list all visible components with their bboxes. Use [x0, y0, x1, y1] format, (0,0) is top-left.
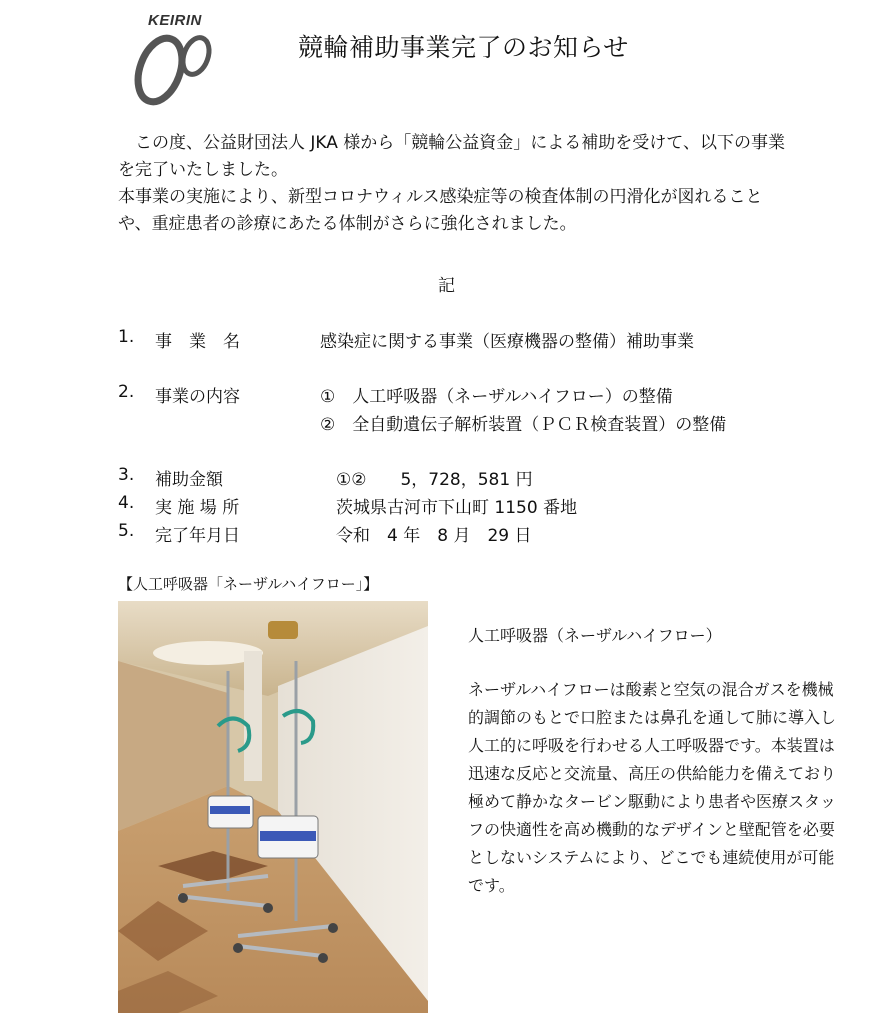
item-label: 実 施 場 所 [155, 498, 240, 518]
intro-paragraph-2: 本事業の実施により、新型コロナウィルス感染症等の検査体制の円滑化が図れることや、重症患者の診療にあたる体制がさらに強化されました。 [118, 187, 763, 234]
item-number: 1. [118, 327, 135, 347]
item-value: 茨城県古河市下山町 1150 番地 [336, 498, 578, 518]
item-number: 4. [118, 493, 135, 513]
item-label: 補助金額 [155, 470, 223, 490]
description-title: 人工呼吸器（ネーザルハイフロー） [468, 626, 722, 645]
intro-text [118, 130, 788, 238]
item-value-1: ① 人工呼吸器（ネーザルハイフロー）の整備 [320, 387, 673, 407]
keirin-logo [126, 12, 226, 104]
description-body: ネーザルハイフローは酸素と空気の混合ガスを機械的調節のもとで口腔または鼻孔を通して肺に導入し人工的に呼吸を行わせる人工呼吸器です。本装置は迅速な反応と交流量、高圧の供給能力を備えており極めて静かなタービン駆動により患者や医療スタッフの快適性を高め機動的なデザインと壁配管を必要としないシステムにより、どこでも連続使用が可能です。 [468, 680, 837, 895]
item-label: 完了年月日 [155, 526, 240, 546]
item-number: 2. [118, 382, 135, 402]
item-value: 感染症に関する事業（医療機器の整備）補助事業 [320, 332, 694, 352]
intro-paragraph-1: この度、公益財団法人 JKA 様から「競輪公益資金」による補助を受けて、以下の事業を完了いたしました。 [118, 133, 785, 180]
logo-text: KEIRIN [148, 12, 202, 29]
ki-heading: 記 [438, 276, 455, 296]
keirin-rings-icon [126, 26, 226, 106]
item-value: 令和 4 年 8 月 29 日 [336, 526, 532, 546]
item-number: 5. [118, 521, 135, 541]
item-label: 事 業 名 [155, 332, 240, 352]
item-value: ①② 5，728，581 円 [336, 470, 533, 490]
page-title: 競輪補助事業完了のお知らせ [298, 33, 629, 62]
photo-caption: 【人工呼吸器「ネーザルハイフロー」】 [118, 575, 379, 593]
item-number: 3. [118, 465, 135, 485]
item-label: 事業の内容 [155, 387, 240, 407]
ventilator-photo [118, 601, 428, 1013]
item-value-2: ② 全自動遺伝子解析装置（ＰＣＲ検査装置）の整備 [320, 415, 727, 435]
